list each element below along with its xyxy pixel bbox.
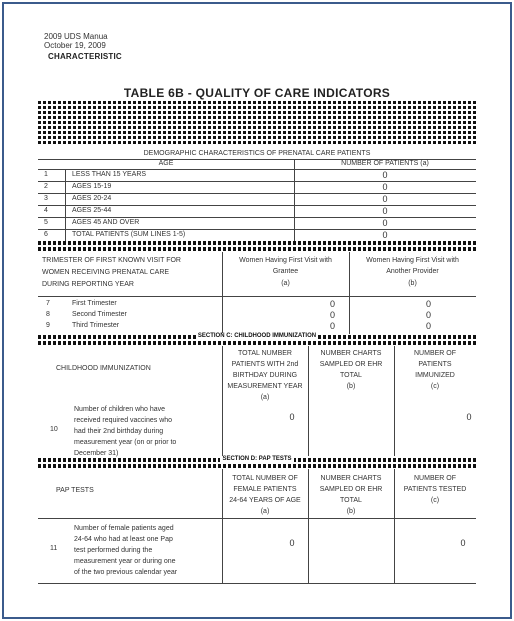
table-row-label: AGES 45 AND OVER — [72, 219, 140, 226]
column-header-line: (b) — [346, 508, 356, 515]
column-header-line: PATIENTS — [418, 361, 452, 368]
table-row-value: 0 — [382, 218, 388, 228]
column-header-line: TOTAL NUMBER — [238, 350, 292, 357]
pap-label: PAP TESTS — [56, 487, 94, 494]
column-header-line: measurement year (on or prior to — [74, 439, 177, 446]
column-header-line: NUMBER CHARTS — [320, 475, 382, 482]
column-header-line: NUMBER OF — [414, 350, 456, 357]
table-row-value: 0 — [382, 170, 388, 180]
table-row-value: 0 — [382, 182, 388, 192]
column-header-line: (c) — [430, 383, 440, 390]
table-row-label: AGES 15-19 — [72, 183, 112, 190]
table-row-line-number: 8 — [46, 311, 50, 318]
dotted-band — [38, 121, 476, 124]
table-row-label: First Trimester — [72, 300, 117, 307]
table-row-label: TOTAL PATIENTS (SUM LINES 1-5) — [72, 231, 186, 238]
column-header-line: MEASUREMENT YEAR — [227, 383, 303, 390]
table-row-label: AGES 25-44 — [72, 207, 112, 214]
dotted-band — [38, 111, 476, 114]
column-header-line: (b) — [346, 383, 356, 390]
dotted-band — [38, 116, 476, 119]
table-row-value-a: 0 — [330, 310, 336, 320]
column-header-line: (a) — [260, 508, 270, 515]
table-row-value-a: 0 — [330, 299, 336, 309]
section-c-label — [38, 333, 476, 339]
dotted-band — [38, 141, 476, 144]
dotted-band — [38, 241, 476, 245]
pap-line-number: 11 — [50, 545, 58, 552]
table-row-line-number: 2 — [44, 183, 48, 190]
column-header-line: TOTAL NUMBER OF — [232, 475, 298, 482]
column-header-line: 24-64 who had at least one Pap — [74, 536, 173, 543]
table-row-value: 0 — [382, 206, 388, 216]
trimester-label-1: TRIMESTER OF FIRST KNOWN VISIT FOR — [42, 257, 181, 264]
trimester-label-2: WOMEN RECEIVING PRENATAL CARE — [42, 269, 170, 276]
column-header-line: TOTAL — [340, 372, 362, 379]
column-header-line: NUMBER OF — [414, 475, 456, 482]
immunization-value-c: 0 — [466, 412, 472, 422]
column-header-line: SAMPLED OR EHR — [319, 361, 383, 368]
column-header-line: had their 2nd birthday during — [74, 428, 164, 435]
doc-header-line2: October 19, 2009 — [44, 41, 106, 50]
page-title: TABLE 6B - QUALITY OF CARE INDICATORS — [123, 86, 391, 100]
doc-header-line3: CHARACTERISTIC — [48, 52, 122, 61]
column-header-line: SAMPLED OR EHR — [319, 486, 383, 493]
table-row-label: LESS THAN 15 YEARS — [72, 171, 147, 178]
column-header-line: December 31) — [74, 450, 119, 457]
column-header-line: FEMALE PATIENTS — [233, 486, 297, 493]
col-a-letter: (a) — [281, 280, 290, 287]
table-row-value: 0 — [382, 194, 388, 204]
dotted-band — [38, 101, 476, 104]
column-header-line: TOTAL — [340, 497, 362, 504]
column-header-line: IMMUNIZED — [415, 372, 455, 379]
demographics-heading: DEMOGRAPHIC CHARACTERISTICS OF PRENATAL CARE PATIENTS — [143, 150, 371, 157]
column-header-line: BIRTHDAY DURING — [232, 372, 298, 379]
dotted-band — [38, 106, 476, 109]
table-row-value-b: 0 — [426, 321, 432, 331]
table-row-line-number: 9 — [46, 322, 50, 329]
doc-header-line1: 2009 UDS Manua — [44, 32, 108, 41]
dotted-band — [38, 464, 476, 468]
column-header-line: of the two previous calendar year — [74, 569, 178, 576]
table-row-value-a: 0 — [330, 321, 336, 331]
section-c-text: SECTION C: CHILDHOOD IMMUNIZATION — [197, 333, 317, 339]
col-first-visit-other-sub: Another Provider — [386, 268, 439, 275]
trimester-label-3: DURING REPORTING YEAR — [42, 281, 134, 288]
section-d-text: SECTION D: PAP TESTS — [222, 456, 292, 462]
pap-value-a: 0 — [289, 538, 295, 548]
table-row-value: 0 — [382, 230, 388, 240]
table-row-label: AGES 20-24 — [72, 195, 112, 202]
column-header-line: PATIENTS TESTED — [403, 486, 467, 493]
column-header-line: Number of children who have — [74, 406, 166, 413]
table-row-line-number: 7 — [46, 300, 50, 307]
column-header-line: PATIENTS WITH 2nd — [231, 361, 299, 368]
immunization-label: CHILDHOOD IMMUNIZATION — [56, 365, 151, 372]
col-age: AGE — [158, 160, 174, 167]
immunization-line-number: 10 — [50, 426, 58, 433]
column-header-line: NUMBER CHARTS — [320, 350, 382, 357]
table-row-line-number: 3 — [44, 195, 48, 202]
col-first-visit-grantee: Women Having First Visit with — [239, 257, 332, 264]
column-header-line: received required vaccines who — [74, 417, 173, 424]
column-header-line: (a) — [260, 394, 270, 401]
col-b-letter: (b) — [408, 280, 417, 287]
table-row-value-b: 0 — [426, 299, 432, 309]
immunization-value-a: 0 — [289, 412, 295, 422]
column-header-line: measurement year or during one — [74, 558, 176, 565]
table-row-line-number: 1 — [44, 171, 48, 178]
dotted-band — [38, 341, 476, 345]
table-row-label: Third Trimester — [72, 322, 120, 329]
dotted-band — [38, 247, 476, 251]
table-row-line-number: 6 — [44, 231, 48, 238]
column-header-line: 24-64 YEARS OF AGE — [229, 497, 301, 504]
table-row-value-b: 0 — [426, 310, 432, 320]
column-header-line: Number of female patients aged — [74, 525, 174, 532]
dotted-band — [38, 131, 476, 134]
col-number-of-patients: NUMBER OF PATIENTS (a) — [341, 160, 429, 167]
col-first-visit-grantee-sub: Grantee — [272, 268, 299, 275]
dotted-band — [38, 126, 476, 129]
table-row-line-number: 5 — [44, 219, 48, 226]
dotted-band — [38, 136, 476, 139]
col-first-visit-other: Women Having First Visit with — [366, 257, 459, 264]
section-d-label — [38, 456, 476, 462]
column-header-line: (c) — [430, 497, 440, 504]
table-row-label: Second Trimester — [72, 311, 127, 318]
column-header-line: test performed during the — [74, 547, 153, 554]
pap-value-c: 0 — [460, 538, 466, 548]
table-row-line-number: 4 — [44, 207, 48, 214]
